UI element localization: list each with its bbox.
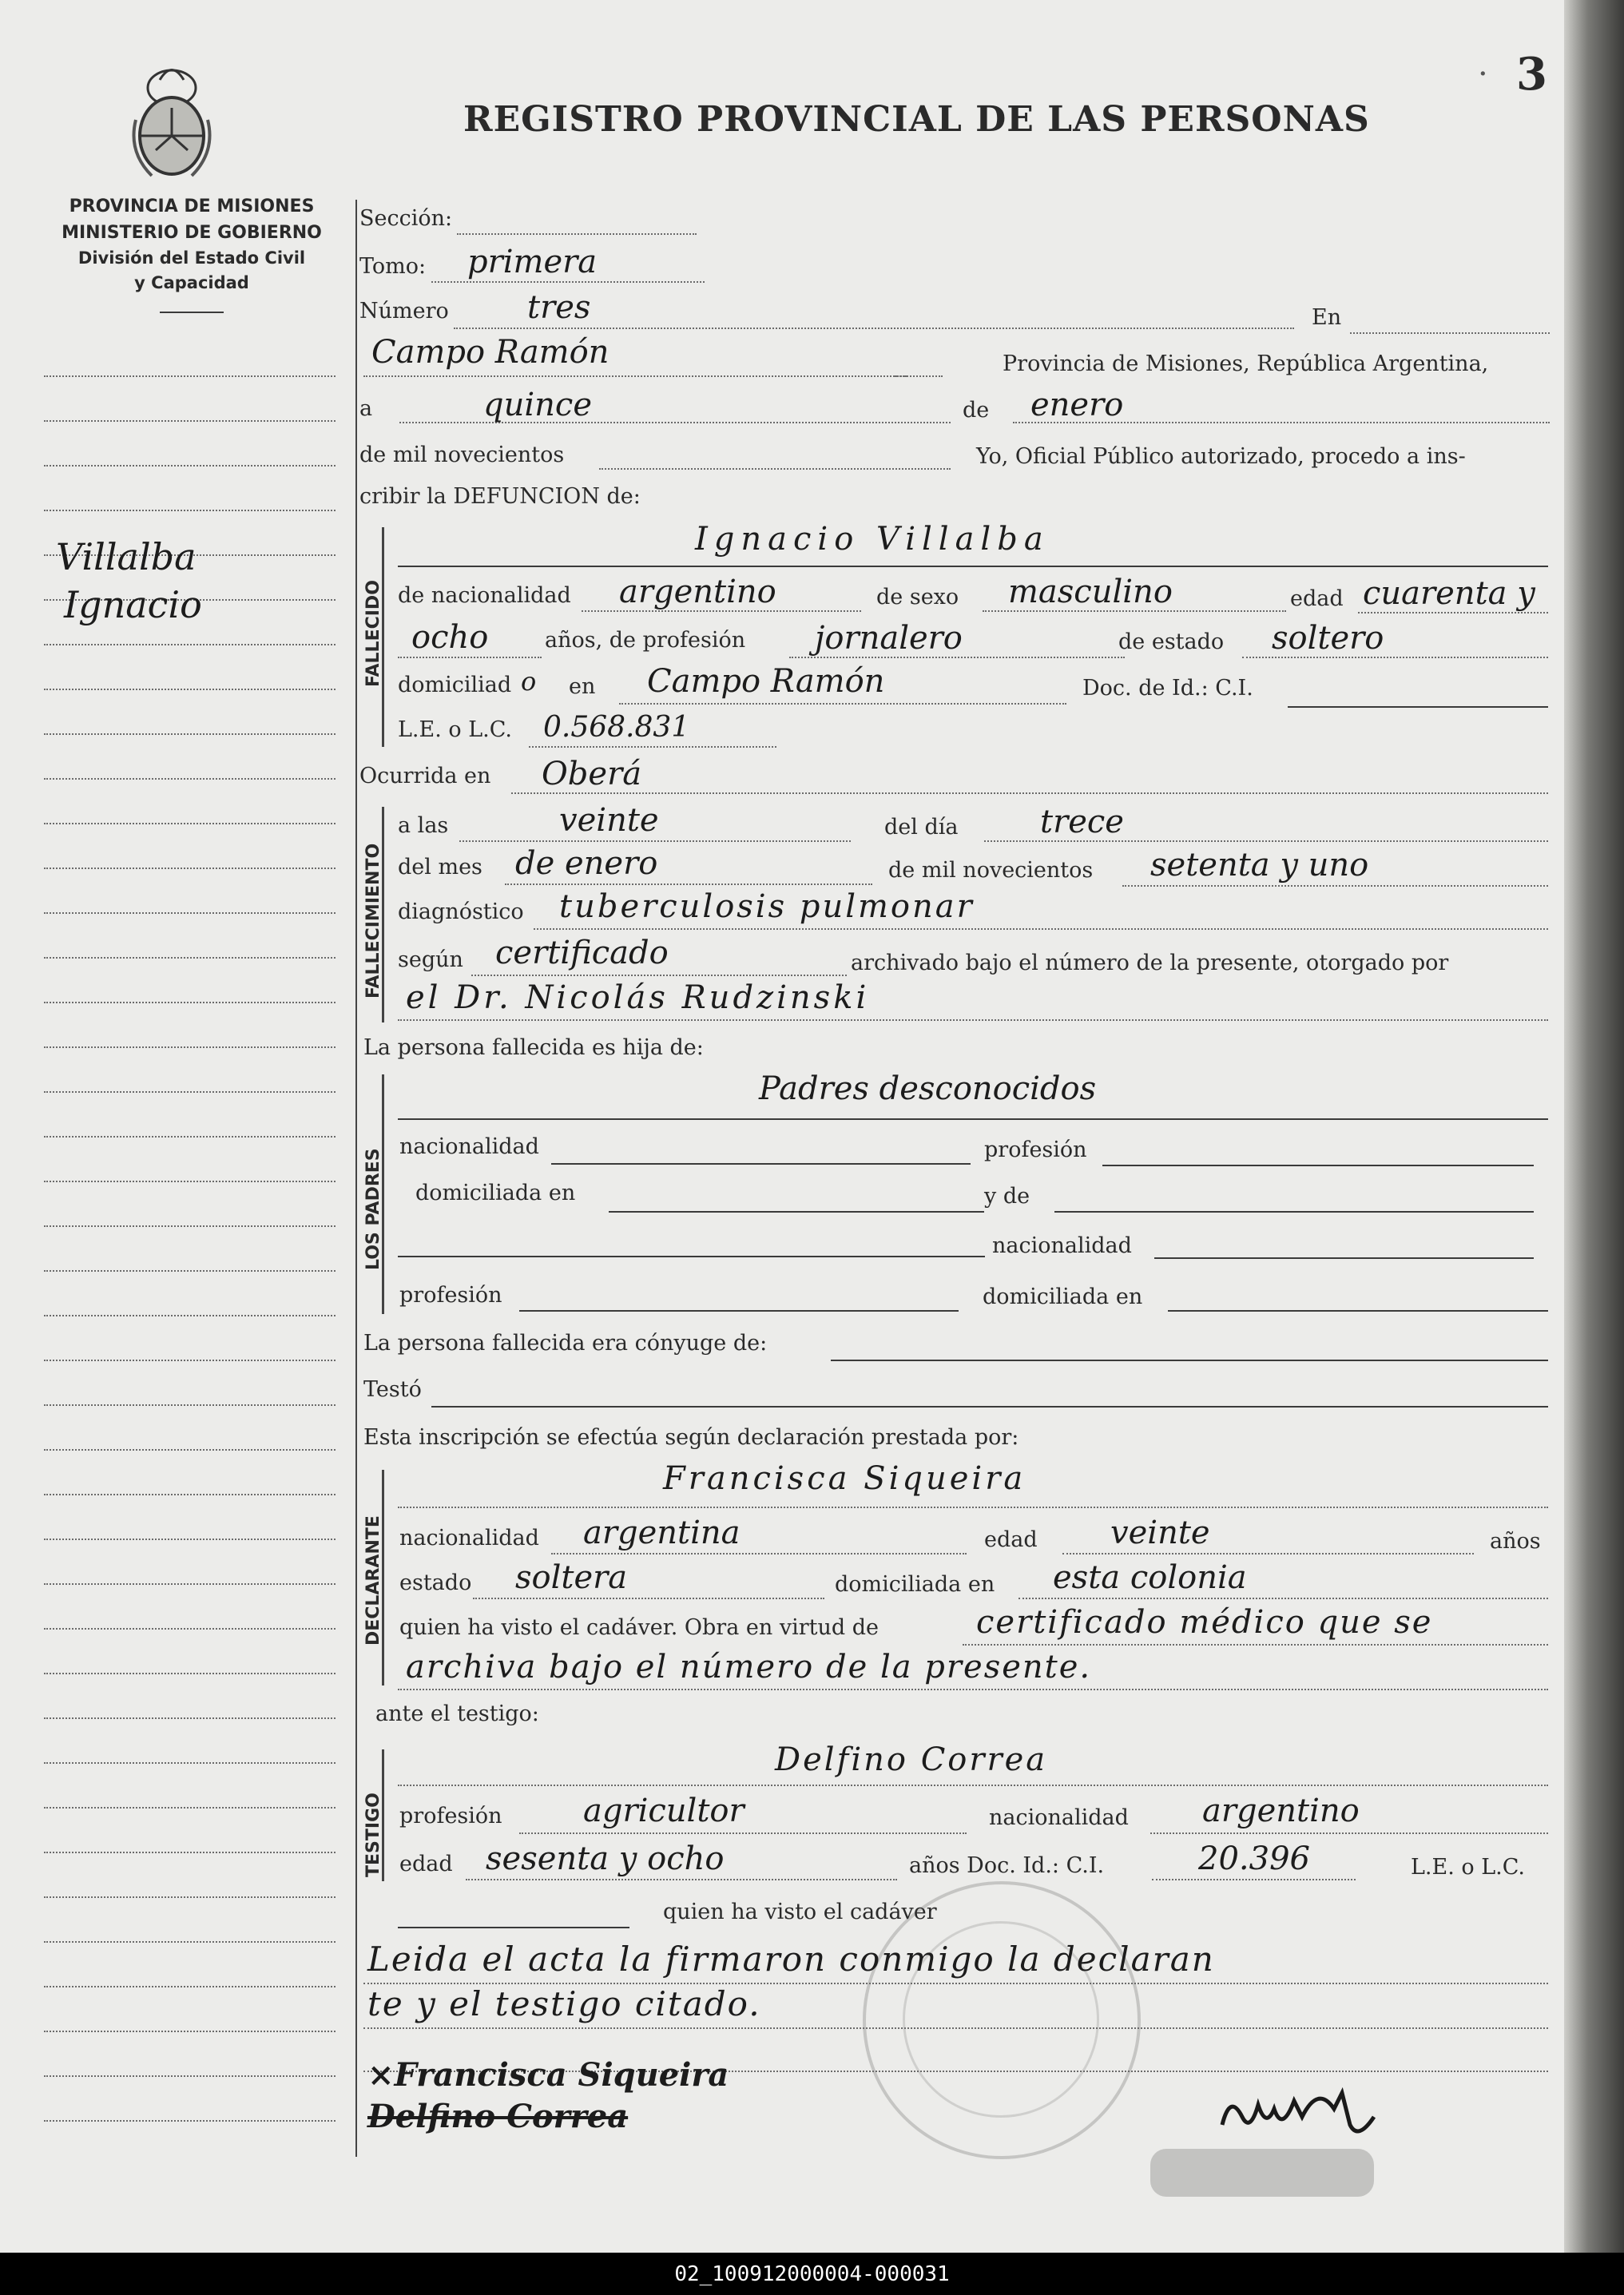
margin-rule-line (44, 375, 336, 377)
label-ante-testigo: ante el testigo: (375, 1701, 539, 1726)
margin-rule-line (44, 1986, 336, 1987)
label-hija-de: La persona fallecida es hija de: (363, 1035, 704, 1060)
label-tomo: Tomo: (359, 254, 427, 279)
value-declarante-edad: veinte (1110, 1515, 1210, 1551)
side-label-testigo: TESTIGO (363, 1793, 383, 1877)
value-declarante-nombre: Francisca Siqueira (663, 1460, 1026, 1497)
label-del-mes: del mes (398, 855, 482, 879)
value-difunto-le: 0.568.831 (543, 711, 690, 744)
margin-rule-line (44, 733, 336, 735)
margin-rule-line (44, 1852, 336, 1853)
label-provincia: Provincia de Misiones, República Argentina, (1003, 351, 1489, 376)
label-testigo-doc: años Doc. Id.: C.I. (909, 1853, 1105, 1878)
label-en-domicilio: en (569, 674, 596, 699)
label-segun: según (398, 947, 463, 972)
division-line-1: División del Estado Civil (77, 248, 306, 268)
official-signature-icon (1214, 2069, 1390, 2149)
label-declaracion: Esta inscripción se efectúa según declaración prestada por: (363, 1425, 1019, 1450)
coat-of-arms-icon (128, 56, 216, 184)
label-a: a (359, 396, 373, 421)
value-tomo: primera (467, 244, 598, 280)
label-ocurrida-en: Ocurrida en (359, 764, 491, 788)
margin-rule-line (44, 1404, 336, 1406)
side-label-fallecimiento: FALLECIMIENTO (363, 843, 383, 999)
value-obra-virtud-2: archiva bajo el número de la presente. (406, 1649, 1092, 1686)
issuer-block (44, 193, 339, 296)
margin-rule-line (44, 1941, 336, 1943)
side-label-padres: LOS PADRES (363, 1148, 383, 1270)
label-de-estado: de estado (1118, 629, 1225, 654)
label-conyuge: La persona fallecida era cónyuge de: (363, 1331, 768, 1356)
value-hora: veinte (559, 802, 659, 839)
page-number: 3 (1516, 48, 1547, 101)
margin-rule-line (44, 1360, 336, 1361)
margin-rule-line (44, 957, 336, 959)
value-difunto-nacionalidad: argentino (619, 574, 776, 610)
value-diagnostico: tuberculosis pulmonar (559, 888, 975, 925)
side-label-declarante: DECLARANTE (363, 1515, 383, 1646)
margin-rule-line (44, 1270, 336, 1272)
value-testigo-profesion: agricultor (583, 1793, 744, 1829)
margin-rule-line (44, 823, 336, 824)
signature-declarante: ×Francisca Siqueira (367, 2056, 729, 2094)
value-mes: enero (1030, 387, 1124, 423)
value-numero: tres (527, 289, 591, 326)
value-dia: quince (483, 387, 592, 423)
label-declarante-domiciliada: domiciliada en (835, 1572, 995, 1597)
value-otorgado-por: el Dr. Nicolás Rudzinski (406, 979, 870, 1016)
label-inscribir: cribir la DEFUNCION de: (359, 484, 641, 509)
label-a-las: a las (398, 813, 449, 838)
label-doc-id: Doc. de Id.: C.I. (1082, 676, 1253, 701)
side-label-fallecido: FALLECIDO (363, 580, 383, 687)
label-le-lc: L.E. o L.C. (398, 717, 513, 742)
page-edge (1564, 0, 1624, 2253)
label-quien-visto: quien ha visto el cadáver. Obra en virtud de (399, 1615, 880, 1640)
margin-rule-line (44, 420, 336, 422)
closing-line-1: Leida el acta la firmaron conmigo la declaran (367, 1940, 1215, 1979)
value-domiciliad-suffix: o (521, 666, 537, 697)
margin-rule-line (44, 1717, 336, 1719)
margin-rule-line (44, 1225, 336, 1227)
label-declarante-nacionalidad: nacionalidad (399, 1526, 539, 1551)
label-sexo: de sexo (876, 585, 959, 609)
margin-rule-line (44, 465, 336, 467)
margin-note-name: Ignacio (64, 583, 202, 626)
margin-rule-line (44, 1494, 336, 1495)
closing-line-2: te y el testigo citado. (367, 1984, 761, 2023)
stamp-smudge (1150, 2149, 1374, 2197)
label-diagnostico: diagnóstico (398, 899, 524, 924)
page-title: REGISTRO PROVINCIAL DE LAS PERSONAS (463, 99, 1370, 140)
margin-rule-line (44, 1896, 336, 1898)
label-del-dia: del día (884, 815, 959, 840)
value-declarante-nacionalidad: argentina (583, 1515, 741, 1551)
margin-rule-line (44, 1136, 336, 1138)
label-yo-oficial: Yo, Oficial Público autorizado, procedo a ins- (976, 444, 1466, 469)
value-lugar: Campo Ramón (371, 334, 609, 371)
value-difunto-sexo: masculino (1008, 574, 1173, 610)
margin-rule-line (44, 1539, 336, 1540)
value-segun: certificado (495, 935, 669, 971)
page-number-mark: · (1478, 56, 1488, 93)
label-testigo-profesion: profesión (399, 1804, 502, 1828)
value-difunto-estado: soltero (1272, 620, 1384, 657)
label-numero: Número (359, 299, 449, 324)
margin-rule-line (44, 1002, 336, 1003)
label-padre-nacionalidad: nacionalidad (399, 1134, 539, 1159)
label-madre-profesion: profesión (399, 1283, 502, 1308)
value-declarante-domicilio: esta colonia (1053, 1559, 1247, 1596)
label-domiciliad: domiciliad (398, 673, 512, 697)
margin-rule-line (44, 778, 336, 780)
value-testigo-edad: sesenta y ocho (486, 1840, 725, 1877)
margin-rule-line (44, 1673, 336, 1674)
label-en: En (1312, 305, 1342, 330)
margin-rule-line (44, 1449, 336, 1451)
label-edad: edad (1290, 586, 1344, 611)
label-declarante-edad: edad (984, 1527, 1038, 1552)
margin-rule-line (44, 1315, 336, 1316)
margin-rule-line (44, 1628, 336, 1630)
label-seccion: Sección: (359, 206, 453, 231)
margin-rule-line (44, 2031, 336, 2032)
value-testigo-nacionalidad: argentino (1202, 1793, 1360, 1829)
margin-rule-line (44, 1046, 336, 1048)
margin-rule-line (44, 1807, 336, 1809)
label-de-mil: de mil novecientos (359, 443, 565, 467)
signature-testigo: Delfino Correa (367, 2098, 629, 2135)
label-de-nacionalidad: de nacionalidad (398, 583, 571, 608)
label-y-de: y de (984, 1184, 1030, 1209)
margin-note-surname: Villalba (56, 535, 197, 578)
label-archivado: archivado bajo el número de la presente, otorgado por (851, 951, 1449, 975)
division-line-2: y Capacidad (134, 273, 249, 292)
label-padre-domiciliada: domiciliada en (415, 1181, 576, 1205)
margin-rule-line (44, 1762, 336, 1764)
label-quien-visto-testigo: quien ha visto el cadáver (663, 1900, 937, 1924)
value-difunto-profesion: jornalero (815, 620, 963, 657)
value-mes-fallecimiento: de enero (515, 845, 658, 882)
value-dia-fallecimiento: trece (1040, 804, 1124, 840)
margin-rule-line (44, 868, 336, 869)
margin-rule-line (44, 1583, 336, 1585)
margin-rule-line (44, 912, 336, 914)
margin-rule-line (44, 1181, 336, 1182)
value-ocurrida-en: Oberá (542, 756, 642, 792)
label-testigo-edad: edad (399, 1852, 453, 1876)
label-mil-novecientos: de mil novecientos (888, 858, 1094, 883)
value-declarante-estado: soltera (515, 1559, 628, 1596)
label-padre-profesion: profesión (984, 1138, 1087, 1162)
value-obra-virtud-1: certificado médico que se (976, 1604, 1433, 1641)
value-testigo-nombre: Delfino Correa (775, 1741, 1048, 1778)
margin-rule-line (44, 2120, 336, 2122)
value-difunto-domicilio: Campo Ramón (647, 663, 885, 700)
label-de-mes: de (963, 398, 990, 423)
value-difunto-edad-2: ocho (411, 619, 489, 656)
issuer-line-2: MINISTERIO DE GOBIERNO (62, 223, 322, 243)
value-difunto-edad-1: cuarenta y (1363, 575, 1535, 612)
margin-rule-line (44, 644, 336, 645)
margin-rule-line (44, 510, 336, 511)
label-madre-nacionalidad: nacionalidad (992, 1233, 1132, 1258)
label-testo: Testó (363, 1377, 422, 1402)
label-testigo-le-lc: L.E. o L.C. (1411, 1855, 1526, 1880)
label-declarante-anos: años (1490, 1529, 1541, 1554)
label-testigo-nacionalidad: nacionalidad (989, 1805, 1129, 1830)
label-madre-domiciliada: domiciliada en (983, 1284, 1143, 1309)
value-difunto-nombre: Ignacio Villalba (695, 521, 1050, 558)
margin-rule-line (44, 689, 336, 690)
value-anio-fallecimiento: setenta y uno (1150, 847, 1369, 883)
issuer-line-1: PROVINCIA DE MISIONES (69, 197, 315, 216)
image-caption: 02_100912000004-000031 (0, 2253, 1624, 2295)
margin-rule-line (44, 1091, 336, 1093)
value-padres: Padres desconocidos (759, 1070, 1097, 1107)
label-anos-profesion: años, de profesión (545, 628, 746, 653)
value-testigo-ci: 20.396 (1198, 1840, 1310, 1877)
label-declarante-estado: estado (399, 1570, 472, 1595)
margin-rule-line (44, 2075, 336, 2077)
